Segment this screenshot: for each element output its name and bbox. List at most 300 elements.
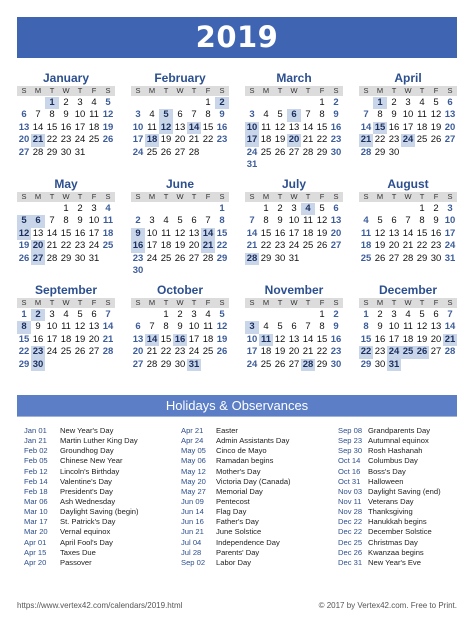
holiday-name: Mother's Day (216, 466, 261, 476)
holiday-date: Mar 06 (24, 496, 48, 506)
holiday-name: Vernal equinox (60, 527, 111, 537)
day-cell: 2 (277, 203, 283, 214)
day-cell: 29 (60, 252, 72, 264)
holiday-date: Jul 04 (181, 537, 202, 547)
holiday-date: Sep 02 (181, 557, 206, 567)
weekday-label: T (163, 298, 169, 307)
day-cell: 9 (35, 321, 41, 333)
holiday-date: Dec 22 (338, 517, 363, 527)
holiday-name: Christmas Day (368, 537, 418, 547)
day-cell: 27 (188, 252, 200, 264)
holiday-row (181, 487, 291, 497)
empty-cell (17, 203, 31, 215)
day-cell: 17 (74, 121, 86, 133)
day-cell: 26 (274, 146, 286, 158)
holiday-row (24, 507, 139, 517)
weekday-label: S (447, 192, 453, 201)
weekday-label: S (249, 298, 255, 307)
weekday-label: S (363, 86, 369, 95)
day-cell: 2 (63, 97, 69, 108)
day-cell: 30 (274, 252, 286, 264)
day-cell: 8 (49, 109, 55, 121)
weekday-header (131, 86, 229, 96)
holiday-row (24, 497, 139, 507)
day-cell: 4 (363, 215, 369, 227)
empty-cell (31, 203, 45, 215)
day-cell: 10 (146, 227, 158, 239)
day-cell: 10 (402, 109, 414, 121)
day-cell: 11 (261, 121, 271, 133)
weekday-label: W (62, 192, 70, 201)
day-cell: 30 (60, 146, 72, 158)
holiday-row (338, 548, 441, 558)
day-cell: 7 (105, 309, 111, 320)
day-cell: 30 (330, 358, 342, 370)
holiday-row (338, 507, 441, 517)
day-cell: 15 (18, 333, 30, 345)
day-cell: 20 (88, 333, 100, 345)
day-cell: 11 (360, 227, 372, 239)
day-cell: 20 (132, 346, 144, 358)
holiday-name: Columbus Day (368, 456, 418, 466)
holiday-row (338, 527, 441, 537)
day-cell: 14 (46, 227, 58, 239)
footer-copyright: © 2017 by Vertex42.com. Free to Print. (318, 601, 457, 610)
empty-cell (31, 97, 45, 109)
day-cell: 14 (102, 321, 114, 333)
day-cell: 31 (188, 358, 200, 370)
day-cell: 8 (17, 321, 31, 333)
day-cell: 1 (363, 309, 369, 320)
weekday-label: S (21, 298, 27, 307)
day-cell: 3 (49, 309, 55, 320)
day-cell: 26 (74, 346, 86, 358)
weekday-label: T (305, 298, 311, 307)
day-cell: 12 (416, 321, 428, 333)
day-cell: 21 (46, 240, 58, 252)
day-cell: 3 (191, 309, 197, 320)
day-cell: 4 (405, 309, 411, 320)
day-cell: 17 (188, 333, 200, 345)
day-cell: 3 (245, 321, 259, 333)
weekday-label: W (62, 86, 70, 95)
day-cell: 5 (105, 97, 111, 108)
footer-url[interactable]: https://www.vertex42.com/calendars/2019.html (17, 601, 183, 610)
empty-cell (359, 203, 373, 215)
holiday-row (181, 517, 291, 527)
day-cell: 6 (135, 321, 141, 333)
day-cell: 23 (60, 134, 72, 146)
day-cell: 13 (132, 333, 144, 345)
day-cell: 8 (263, 215, 269, 227)
weekday-label: M (376, 86, 384, 95)
day-cell: 1 (163, 309, 169, 320)
holiday-row (181, 456, 291, 466)
day-cell: 17 (246, 134, 258, 146)
day-cell: 30 (74, 252, 86, 264)
holiday-date: Jun 16 (181, 517, 204, 527)
weekday-label: S (219, 298, 225, 307)
day-cell: 24 (402, 134, 414, 146)
holiday-name: Flag Day (216, 507, 247, 517)
holiday-name: Daylight Saving (end) (368, 486, 441, 496)
holiday-name: Grandparents Day (368, 426, 431, 435)
day-cell: 26 (274, 358, 286, 370)
weekday-label: W (290, 86, 298, 95)
day-cell: 30 (32, 358, 44, 370)
day-cell: 3 (447, 203, 453, 214)
day-cell: 15 (60, 227, 72, 239)
day-cell: 14 (402, 227, 414, 239)
day-grid (359, 97, 457, 159)
day-cell: 20 (174, 134, 186, 146)
empty-cell (259, 97, 273, 109)
day-cell: 12 (216, 321, 228, 333)
day-cell: 31 (88, 252, 100, 264)
day-cell: 17 (444, 227, 456, 239)
empty-cell (373, 203, 387, 215)
day-cell: 29 (216, 252, 228, 264)
weekday-label: S (21, 86, 27, 95)
day-cell: 31 (288, 252, 300, 264)
day-cell: 11 (89, 109, 99, 121)
day-cell: 31 (246, 158, 258, 170)
holiday-name: June Solstice (216, 527, 262, 537)
month-october (131, 283, 229, 371)
weekday-label: T (163, 86, 169, 95)
holiday-name: Victoria Day (Canada) (216, 476, 291, 486)
holiday-date: Nov 11 (338, 496, 362, 506)
day-cell: 25 (160, 252, 172, 264)
weekday-label: T (419, 192, 425, 201)
weekday-header (131, 298, 229, 308)
day-cell: 2 (433, 203, 439, 214)
day-cell: 19 (274, 346, 286, 358)
day-cell: 19 (430, 121, 442, 133)
day-cell: 20 (430, 333, 442, 345)
day-cell: 13 (288, 121, 300, 133)
holiday-row (338, 517, 441, 527)
day-cell: 1 (319, 309, 325, 320)
day-cell: 5 (219, 309, 225, 320)
weekday-label: W (404, 192, 412, 201)
day-cell: 22 (260, 240, 272, 252)
holiday-name: St. Patrick's Day (60, 517, 116, 527)
day-cell: 7 (305, 109, 311, 121)
holiday-name: Labor Day (216, 557, 252, 567)
month-august (359, 177, 457, 265)
day-cell: 23 (330, 346, 342, 358)
day-grid (245, 309, 343, 371)
holiday-name: Autumnal equinox (368, 436, 429, 446)
weekday-label: T (305, 192, 311, 201)
holiday-name: President's Day (60, 486, 113, 496)
day-cell: 12 (102, 109, 114, 121)
empty-cell (201, 203, 215, 215)
day-cell: 22 (316, 346, 328, 358)
month-february (131, 71, 229, 159)
day-cell: 25 (60, 346, 72, 358)
month-december (359, 283, 457, 371)
weekday-label: T (77, 192, 83, 201)
month-september (17, 283, 115, 371)
holiday-date: May 27 (181, 486, 206, 496)
day-cell: 8 (205, 109, 211, 121)
day-cell: 2 (31, 309, 45, 321)
day-cell: 24 (74, 134, 86, 146)
weekday-label: T (277, 86, 283, 95)
empty-cell (45, 203, 59, 215)
day-cell: 26 (316, 240, 328, 252)
weekday-label: T (391, 298, 397, 307)
day-cell: 23 (32, 346, 44, 358)
holiday-row (338, 436, 441, 446)
weekday-label: W (176, 298, 184, 307)
day-cell: 3 (391, 309, 397, 320)
day-cell: 24 (288, 240, 300, 252)
day-cell: 10 (46, 321, 58, 333)
day-cell: 13 (330, 215, 342, 227)
weekday-label: T (77, 298, 83, 307)
day-cell: 9 (391, 109, 397, 121)
month-name: March (276, 71, 312, 85)
day-cell: 6 (177, 109, 183, 121)
day-cell: 28 (188, 146, 200, 158)
day-cell: 24 (88, 240, 100, 252)
weekday-label: W (404, 86, 412, 95)
day-cell: 11 (403, 321, 413, 333)
day-cell: 21 (102, 333, 114, 345)
day-cell: 27 (444, 134, 456, 146)
day-cell: 20 (330, 227, 342, 239)
day-cell: 7 (447, 309, 453, 320)
day-cell: 30 (330, 146, 342, 158)
day-cell: 8 (163, 321, 169, 333)
holiday-date: May 12 (181, 466, 206, 476)
day-cell: 7 (35, 109, 41, 121)
empty-cell (245, 309, 259, 321)
day-cell: 11 (102, 215, 114, 227)
day-cell: 13 (188, 227, 200, 239)
day-cell: 8 (63, 215, 69, 227)
weekday-label: S (105, 192, 111, 201)
day-cell: 22 (46, 134, 58, 146)
day-cell: 16 (32, 333, 44, 345)
weekday-label: M (262, 192, 270, 201)
day-cell: 19 (216, 333, 228, 345)
weekday-label: M (376, 192, 384, 201)
holiday-row (181, 558, 291, 568)
weekday-header (359, 298, 457, 308)
weekday-label: S (249, 192, 255, 201)
day-cell: 23 (74, 240, 86, 252)
day-cell: 28 (302, 146, 314, 158)
holiday-date: Apr 20 (24, 557, 47, 567)
day-cell: 19 (174, 240, 186, 252)
day-cell: 12 (74, 321, 86, 333)
holiday-row (338, 558, 441, 568)
month-name: January (42, 71, 90, 85)
weekday-label: T (49, 192, 55, 201)
day-cell: 7 (49, 215, 55, 227)
day-cell: 28 (102, 346, 114, 358)
day-cell: 10 (246, 121, 258, 133)
weekday-label: S (135, 298, 141, 307)
day-cell: 16 (132, 240, 144, 252)
day-cell: 7 (191, 109, 197, 121)
weekday-label: F (205, 298, 211, 307)
day-cell: 2 (333, 309, 339, 320)
holiday-row (181, 467, 291, 477)
day-cell: 27 (430, 346, 442, 358)
holiday-row (181, 426, 291, 436)
day-cell: 23 (216, 134, 228, 146)
day-cell: 3 (135, 109, 141, 121)
weekday-label: W (176, 86, 184, 95)
empty-cell (131, 203, 145, 215)
day-cell: 17 (402, 121, 414, 133)
day-cell: 21 (246, 240, 258, 252)
holiday-name: Admin Assistants Day (216, 436, 290, 446)
day-cell: 8 (363, 321, 369, 333)
day-cell: 6 (21, 109, 27, 121)
day-cell: 12 (174, 227, 186, 239)
holiday-date: Jan 01 (24, 426, 47, 435)
holiday-row (24, 548, 139, 558)
day-cell: 25 (146, 146, 158, 158)
holiday-name: Lincoln's Birthday (60, 466, 120, 476)
weekday-label: T (419, 86, 425, 95)
empty-cell (287, 309, 301, 321)
empty-cell (145, 97, 159, 109)
holiday-date: May 06 (181, 456, 206, 466)
weekday-label: S (333, 298, 339, 307)
day-cell: 11 (61, 321, 71, 333)
day-grid (131, 309, 229, 371)
day-cell: 24 (146, 252, 158, 264)
weekday-header (245, 86, 343, 96)
day-cell: 30 (374, 358, 386, 370)
day-cell: 6 (31, 215, 45, 227)
day-cell: 14 (188, 121, 200, 133)
holiday-row (24, 527, 139, 537)
holiday-name: Independence Day (216, 537, 280, 547)
holiday-row (181, 497, 291, 507)
day-cell: 2 (77, 203, 83, 214)
day-cell: 12 (374, 227, 386, 239)
day-cell: 26 (160, 146, 172, 158)
day-cell: 28 (32, 146, 44, 158)
day-cell: 10 (88, 215, 100, 227)
weekday-label: T (49, 86, 55, 95)
day-cell: 26 (216, 346, 228, 358)
weekday-label: W (62, 298, 70, 307)
empty-cell (173, 203, 187, 215)
day-cell: 24 (188, 346, 200, 358)
day-cell: 13 (32, 227, 44, 239)
day-cell: 11 (303, 215, 313, 227)
day-cell: 16 (374, 333, 386, 345)
holiday-row (181, 527, 291, 537)
weekday-label: M (34, 192, 42, 201)
day-cell: 19 (74, 333, 86, 345)
weekday-header (245, 298, 343, 308)
day-cell: 11 (260, 333, 272, 345)
day-cell: 30 (430, 252, 442, 264)
day-cell: 11 (203, 321, 213, 333)
weekday-label: T (191, 192, 197, 201)
day-cell: 9 (219, 109, 225, 121)
holiday-name: Thanksgiving (368, 507, 413, 517)
day-cell: 27 (32, 252, 44, 264)
holiday-name: New Year's Eve (368, 557, 421, 567)
day-cell: 12 (18, 227, 30, 239)
empty-cell (159, 97, 173, 109)
holiday-date: Sep 30 (338, 446, 363, 456)
day-cell: 29 (18, 358, 30, 370)
holiday-date: Apr 15 (24, 547, 47, 557)
day-cell: 25 (402, 346, 414, 358)
day-cell: 4 (163, 215, 169, 227)
day-cell: 29 (316, 146, 328, 158)
day-cell: 24 (246, 358, 258, 370)
day-cell: 4 (63, 309, 69, 320)
weekday-label: W (290, 192, 298, 201)
weekday-label: M (148, 192, 156, 201)
day-cell: 4 (91, 97, 97, 108)
empty-cell (173, 97, 187, 109)
holiday-name: Kwanzaa begins (368, 547, 424, 557)
day-cell: 1 (319, 97, 325, 108)
day-cell: 2 (333, 97, 339, 108)
day-cell: 30 (174, 358, 186, 370)
empty-cell (131, 309, 145, 321)
holiday-date: Dec 22 (338, 527, 363, 537)
month-name: April (394, 71, 422, 85)
day-cell: 15 (160, 333, 172, 345)
weekday-label: F (433, 298, 439, 307)
day-cell: 21 (360, 134, 372, 146)
day-cell: 8 (377, 109, 383, 121)
day-cell: 6 (333, 203, 339, 214)
weekday-label: S (219, 86, 225, 95)
weekday-label: T (191, 86, 197, 95)
day-cell: 26 (416, 346, 428, 358)
day-cell: 25 (302, 240, 314, 252)
day-cell: 18 (60, 333, 72, 345)
day-cell: 15 (316, 121, 328, 133)
day-cell: 3 (149, 215, 155, 227)
day-cell: 9 (77, 215, 83, 227)
day-cell: 20 (32, 240, 44, 252)
day-cell: 13 (18, 121, 30, 133)
weekday-label: W (290, 298, 298, 307)
month-june (131, 177, 229, 277)
holiday-name: Veterans Day (368, 496, 414, 506)
day-cell: 29 (260, 252, 272, 264)
day-cell: 4 (205, 309, 211, 320)
weekday-label: W (404, 298, 412, 307)
holiday-row (338, 487, 441, 497)
day-grid (359, 309, 457, 371)
holiday-row (338, 426, 441, 436)
weekday-label: F (433, 86, 439, 95)
day-cell: 21 (302, 346, 314, 358)
day-cell: 17 (246, 346, 258, 358)
day-cell: 16 (274, 227, 286, 239)
weekday-label: T (391, 192, 397, 201)
day-cell: 30 (388, 146, 400, 158)
